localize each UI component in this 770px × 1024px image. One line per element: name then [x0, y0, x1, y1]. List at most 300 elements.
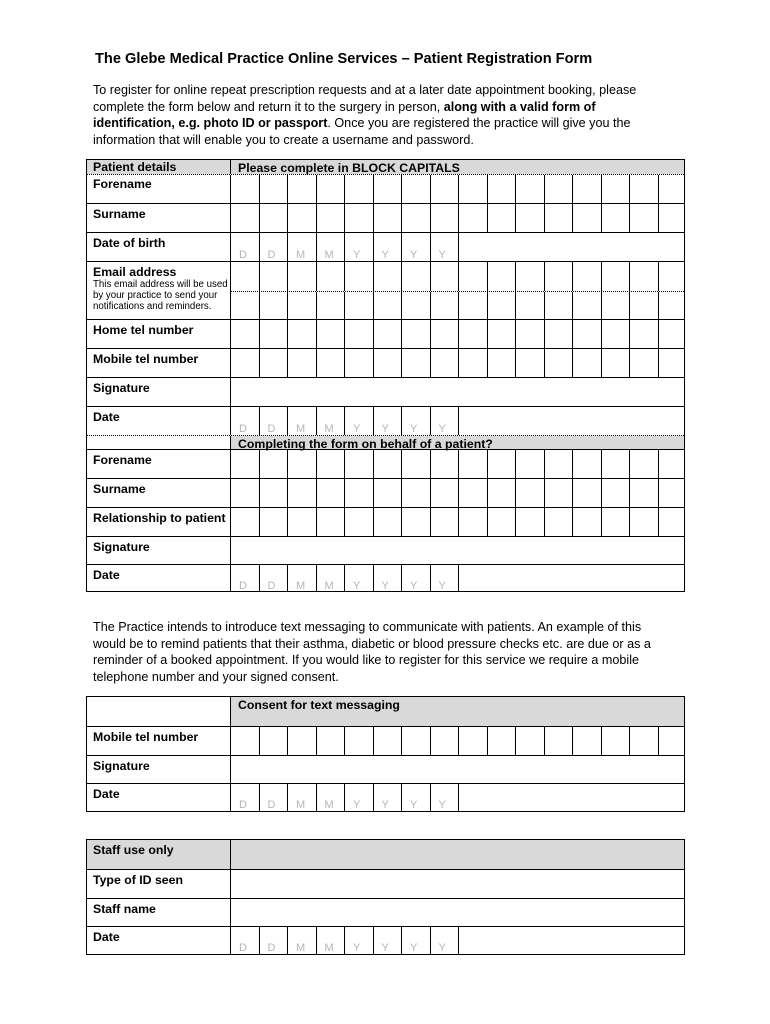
- character-box[interactable]: [231, 204, 260, 232]
- staff-name-field[interactable]: [231, 899, 684, 926]
- character-box[interactable]: [545, 262, 574, 291]
- relationship-boxes[interactable]: [231, 508, 684, 536]
- character-box[interactable]: [602, 508, 631, 536]
- character-box[interactable]: [459, 204, 488, 232]
- date-placeholder: Y: [410, 580, 418, 592]
- character-box[interactable]: [488, 727, 517, 755]
- character-box[interactable]: [431, 727, 460, 755]
- character-box[interactable]: [459, 292, 488, 319]
- character-box[interactable]: [630, 479, 659, 507]
- consent-header-row: [87, 697, 684, 726]
- date-digit-box[interactable]: [288, 927, 317, 954]
- behalf-surname-row: [87, 478, 684, 507]
- consent-signature-field[interactable]: [231, 756, 684, 784]
- character-box[interactable]: [516, 204, 545, 232]
- date-boxes[interactable]: [231, 407, 684, 435]
- character-box[interactable]: [260, 727, 289, 755]
- character-box[interactable]: [488, 508, 517, 536]
- character-box[interactable]: [431, 175, 460, 203]
- character-box[interactable]: [345, 508, 374, 536]
- character-box[interactable]: [630, 320, 659, 348]
- character-box[interactable]: [459, 262, 488, 291]
- character-box[interactable]: [488, 349, 517, 377]
- character-box[interactable]: [516, 175, 545, 203]
- behalf-surname-label: Surname: [87, 479, 231, 507]
- character-box[interactable]: [231, 349, 260, 377]
- surname-label: Surname: [87, 204, 231, 232]
- character-box[interactable]: [317, 479, 346, 507]
- character-box[interactable]: [545, 450, 574, 478]
- date-digit-box[interactable]: [345, 784, 374, 811]
- character-box[interactable]: [317, 262, 346, 291]
- behalf-forename-boxes[interactable]: [231, 450, 684, 478]
- date-placeholder: D: [267, 249, 276, 261]
- character-box[interactable]: [431, 450, 460, 478]
- date-digit-box[interactable]: [231, 784, 260, 811]
- character-box[interactable]: [317, 175, 346, 203]
- staff-date-row: [87, 926, 684, 954]
- date-digit-box[interactable]: [345, 565, 374, 592]
- date-digit-box[interactable]: [231, 927, 260, 954]
- character-box[interactable]: [573, 320, 602, 348]
- home-tel-row: [87, 319, 684, 348]
- date-placeholder: Y: [381, 942, 389, 954]
- date-placeholder: Y: [381, 249, 389, 261]
- consent-mobile-boxes[interactable]: [231, 727, 684, 755]
- intro-text-1: To register for online repeat prescription requests and at a later date appointment booking, please complete the form below and return it to the surgery in person,: [93, 83, 637, 114]
- character-box[interactable]: [459, 175, 488, 203]
- character-box[interactable]: [545, 508, 574, 536]
- date-placeholder: Y: [438, 423, 446, 435]
- home-tel-boxes[interactable]: [231, 320, 684, 348]
- character-box[interactable]: [459, 508, 488, 536]
- character-box[interactable]: [573, 175, 602, 203]
- character-box[interactable]: [545, 349, 574, 377]
- character-box[interactable]: [374, 479, 403, 507]
- email-label-text: Email address: [93, 265, 177, 279]
- character-box[interactable]: [402, 508, 431, 536]
- date-digit-box[interactable]: [231, 407, 260, 435]
- behalf-signature-label: Signature: [87, 537, 231, 564]
- date-digit-box[interactable]: [402, 927, 431, 954]
- date-placeholder: Y: [438, 799, 446, 811]
- date-digit-box[interactable]: [260, 233, 289, 261]
- character-box[interactable]: [402, 175, 431, 203]
- behalf-header-row: [87, 435, 684, 449]
- date-digit-box[interactable]: [345, 927, 374, 954]
- relationship-row: [87, 507, 684, 536]
- character-box[interactable]: [602, 204, 631, 232]
- date-placeholder: M: [324, 423, 334, 435]
- behalf-surname-boxes[interactable]: [231, 479, 684, 507]
- character-box[interactable]: [516, 450, 545, 478]
- intro-text-2: . Once you are registered the practice will give you the information that will enable you to create a username and password.: [93, 116, 631, 148]
- character-box[interactable]: [431, 262, 460, 291]
- date-digit-box[interactable]: [260, 565, 289, 592]
- date-placeholder: D: [239, 942, 247, 954]
- character-box[interactable]: [345, 349, 374, 377]
- character-box[interactable]: [374, 175, 403, 203]
- character-box[interactable]: [345, 292, 374, 319]
- date-placeholder: M: [296, 942, 306, 954]
- date-digit-box[interactable]: [288, 784, 317, 811]
- date-placeholder: M: [296, 580, 306, 592]
- date-digit-box[interactable]: [402, 233, 431, 261]
- character-box[interactable]: [488, 292, 517, 319]
- mobile-tel-label: Mobile tel number: [87, 349, 231, 377]
- forename-row: [87, 174, 684, 203]
- staff-date-label: Date: [87, 927, 231, 954]
- character-box[interactable]: [317, 508, 346, 536]
- date-digit-box[interactable]: [231, 565, 260, 592]
- character-box[interactable]: [260, 175, 289, 203]
- character-box[interactable]: [602, 479, 631, 507]
- character-box[interactable]: [374, 727, 403, 755]
- date-placeholder: Y: [353, 942, 361, 954]
- staff-date-boxes[interactable]: [231, 927, 684, 954]
- character-box[interactable]: [288, 204, 317, 232]
- date-placeholder: D: [267, 799, 276, 811]
- date-placeholder: D: [239, 799, 247, 811]
- character-box[interactable]: [488, 204, 517, 232]
- date-placeholder: Y: [353, 249, 361, 261]
- character-box[interactable]: [402, 320, 431, 348]
- staff-heading: Staff use only: [87, 840, 231, 869]
- character-box[interactable]: [374, 450, 403, 478]
- consent-date-row: [87, 783, 684, 811]
- character-box[interactable]: [516, 479, 545, 507]
- date-digit-box[interactable]: [402, 784, 431, 811]
- character-box[interactable]: [374, 292, 403, 319]
- character-box[interactable]: [573, 508, 602, 536]
- character-box[interactable]: [345, 175, 374, 203]
- date-digit-box[interactable]: [288, 565, 317, 592]
- signature-field[interactable]: [231, 378, 684, 406]
- character-box[interactable]: [545, 479, 574, 507]
- relationship-label: Relationship to patient: [87, 508, 231, 536]
- behalf-forename-label: Forename: [87, 450, 231, 478]
- date-digit-box[interactable]: [431, 233, 460, 261]
- character-box[interactable]: [231, 262, 260, 291]
- behalf-date-row: [87, 564, 684, 592]
- character-box[interactable]: [573, 479, 602, 507]
- character-box[interactable]: [488, 479, 517, 507]
- character-box[interactable]: [602, 262, 631, 291]
- character-box[interactable]: [260, 349, 289, 377]
- date-placeholder: Y: [438, 249, 446, 261]
- character-box[interactable]: [402, 262, 431, 291]
- date-digit-box[interactable]: [260, 407, 289, 435]
- character-box[interactable]: [545, 320, 574, 348]
- character-box[interactable]: [488, 262, 517, 291]
- intro-paragraph: [93, 82, 673, 149]
- page-title: The Glebe Medical Practice Online Services – Patient Registration Form: [95, 51, 593, 67]
- staff-name-row: [87, 898, 684, 926]
- id-seen-field[interactable]: [231, 870, 684, 898]
- character-box[interactable]: [345, 479, 374, 507]
- sms-paragraph: The Practice intends to introduce text messaging to communicate with patients. An example of this would be to remind patients that their asthma, diabetic or blood pressure checks etc. are due or as a reminder of a booked appointment. If you would like to register for this service we require a mobile telephone number and your signed consent.: [93, 620, 651, 685]
- date-digit-box[interactable]: [317, 927, 346, 954]
- character-box[interactable]: [317, 727, 346, 755]
- character-box[interactable]: [231, 508, 260, 536]
- character-box[interactable]: [630, 349, 659, 377]
- consent-heading: Consent for text messaging: [238, 698, 400, 712]
- date-placeholder: Y: [410, 942, 418, 954]
- date-digit-box[interactable]: [317, 407, 346, 435]
- character-box[interactable]: [431, 349, 460, 377]
- character-box[interactable]: [630, 292, 659, 319]
- character-box[interactable]: [545, 292, 574, 319]
- date-digit-box[interactable]: [260, 784, 289, 811]
- date-placeholder: Y: [438, 942, 446, 954]
- character-box[interactable]: [317, 320, 346, 348]
- character-box[interactable]: [516, 292, 545, 319]
- character-box[interactable]: [431, 508, 460, 536]
- character-box[interactable]: [345, 320, 374, 348]
- character-box[interactable]: [602, 727, 631, 755]
- date-placeholder: D: [239, 423, 247, 435]
- patient-details-heading: Patient details: [87, 160, 231, 174]
- date-digit-box[interactable]: [288, 407, 317, 435]
- date-placeholder: Y: [353, 580, 361, 592]
- email-note: This email address will be used by your practice to send your notifications and reminders.: [93, 279, 228, 312]
- character-box[interactable]: [516, 508, 545, 536]
- character-box[interactable]: [231, 320, 260, 348]
- date-placeholder: M: [324, 249, 334, 261]
- date-digit-box[interactable]: [374, 233, 403, 261]
- character-box[interactable]: [516, 727, 545, 755]
- mobile-tel-boxes[interactable]: [231, 349, 684, 377]
- character-box[interactable]: [573, 204, 602, 232]
- date-placeholder: Y: [438, 580, 446, 592]
- behalf-date-boxes[interactable]: [231, 565, 684, 592]
- consent-signature-label: Signature: [87, 756, 231, 784]
- character-box[interactable]: [288, 349, 317, 377]
- character-box[interactable]: [402, 479, 431, 507]
- consent-signature-row: [87, 755, 684, 784]
- home-tel-label: Home tel number: [87, 320, 231, 348]
- date-digit-box[interactable]: [374, 407, 403, 435]
- behalf-forename-row: [87, 449, 684, 478]
- character-box[interactable]: [402, 349, 431, 377]
- character-box[interactable]: [630, 450, 659, 478]
- character-box[interactable]: [431, 292, 460, 319]
- character-box[interactable]: [288, 262, 317, 291]
- character-box[interactable]: [630, 508, 659, 536]
- character-box[interactable]: [288, 320, 317, 348]
- character-box[interactable]: [231, 450, 260, 478]
- date-placeholder: Y: [410, 799, 418, 811]
- date-placeholder: Y: [381, 580, 389, 592]
- character-box[interactable]: [630, 727, 659, 755]
- date-digit-box[interactable]: [345, 233, 374, 261]
- character-box[interactable]: [488, 175, 517, 203]
- date-placeholder: D: [239, 249, 247, 261]
- date-placeholder: M: [296, 249, 306, 261]
- email-boxes-line-2[interactable]: [231, 291, 684, 319]
- character-box[interactable]: [231, 175, 260, 203]
- date-digit-box[interactable]: [317, 565, 346, 592]
- character-box[interactable]: [345, 262, 374, 291]
- character-box[interactable]: [516, 262, 545, 291]
- signature-label: Signature: [87, 378, 231, 406]
- character-box[interactable]: [602, 175, 631, 203]
- date-digit-box[interactable]: [431, 927, 460, 954]
- character-box[interactable]: [345, 450, 374, 478]
- character-box[interactable]: [459, 727, 488, 755]
- character-box[interactable]: [602, 320, 631, 348]
- date-placeholder: Y: [410, 249, 418, 261]
- id-seen-row: [87, 869, 684, 898]
- consent-mobile-row: [87, 726, 684, 755]
- character-box[interactable]: [602, 292, 631, 319]
- date-row: [87, 406, 684, 435]
- character-box[interactable]: [260, 204, 289, 232]
- character-box[interactable]: [317, 292, 346, 319]
- character-box[interactable]: [260, 320, 289, 348]
- character-box[interactable]: [516, 349, 545, 377]
- character-box[interactable]: [288, 175, 317, 203]
- surname-boxes[interactable]: [231, 204, 684, 232]
- staff-table: [86, 839, 685, 955]
- date-digit-box[interactable]: [317, 784, 346, 811]
- character-box[interactable]: [260, 508, 289, 536]
- date-placeholder: Y: [381, 799, 389, 811]
- character-box[interactable]: [630, 262, 659, 291]
- date-placeholder: M: [324, 942, 334, 954]
- character-box[interactable]: [630, 175, 659, 203]
- character-box[interactable]: [402, 450, 431, 478]
- consent-mobile-label: Mobile tel number: [87, 727, 231, 755]
- date-placeholder: M: [324, 799, 334, 811]
- character-box[interactable]: [260, 479, 289, 507]
- character-box[interactable]: [345, 204, 374, 232]
- consent-table: [86, 696, 685, 812]
- character-box[interactable]: [231, 727, 260, 755]
- character-box[interactable]: [260, 262, 289, 291]
- date-placeholder: Y: [353, 799, 361, 811]
- character-box[interactable]: [402, 204, 431, 232]
- character-box[interactable]: [602, 450, 631, 478]
- character-box[interactable]: [573, 450, 602, 478]
- character-box[interactable]: [431, 204, 460, 232]
- dob-row: [87, 232, 684, 261]
- character-box[interactable]: [459, 320, 488, 348]
- date-digit-box[interactable]: [402, 565, 431, 592]
- character-box[interactable]: [374, 262, 403, 291]
- date-label: Date: [87, 407, 231, 435]
- character-box[interactable]: [459, 450, 488, 478]
- character-box[interactable]: [288, 727, 317, 755]
- date-placeholder: D: [267, 942, 276, 954]
- character-box[interactable]: [573, 727, 602, 755]
- character-box[interactable]: [317, 349, 346, 377]
- intro-text-bold: along with a valid form of identification, e.g. photo ID or passport: [93, 99, 596, 131]
- character-box[interactable]: [545, 175, 574, 203]
- character-box[interactable]: [488, 320, 517, 348]
- date-digit-box[interactable]: [431, 784, 460, 811]
- date-digit-box[interactable]: [374, 927, 403, 954]
- mobile-tel-row: [87, 348, 684, 377]
- signature-row: [87, 377, 684, 406]
- character-box[interactable]: [431, 320, 460, 348]
- character-box[interactable]: [459, 479, 488, 507]
- character-box[interactable]: [374, 320, 403, 348]
- date-digit-box[interactable]: [374, 784, 403, 811]
- date-digit-box[interactable]: [345, 407, 374, 435]
- forename-boxes[interactable]: [231, 175, 684, 203]
- block-capitals-instruction: Please complete in BLOCK CAPITALS: [238, 161, 460, 175]
- character-box[interactable]: [374, 508, 403, 536]
- character-box[interactable]: [317, 450, 346, 478]
- character-box[interactable]: [402, 292, 431, 319]
- character-box[interactable]: [231, 292, 260, 319]
- character-box[interactable]: [260, 292, 289, 319]
- character-box[interactable]: [573, 349, 602, 377]
- character-box[interactable]: [431, 479, 460, 507]
- staff-header-row: [87, 840, 684, 869]
- id-seen-label: Type of ID seen: [87, 870, 231, 898]
- date-digit-box[interactable]: [374, 565, 403, 592]
- date-digit-box[interactable]: [402, 407, 431, 435]
- character-box[interactable]: [545, 727, 574, 755]
- character-box[interactable]: [573, 262, 602, 291]
- date-placeholder: Y: [381, 423, 389, 435]
- dob-boxes[interactable]: [231, 233, 684, 261]
- date-digit-box[interactable]: [231, 233, 260, 261]
- character-box[interactable]: [488, 450, 517, 478]
- character-box[interactable]: [288, 479, 317, 507]
- character-box[interactable]: [231, 479, 260, 507]
- character-box[interactable]: [345, 727, 374, 755]
- behalf-date-label: Date: [87, 565, 231, 592]
- date-digit-box[interactable]: [260, 927, 289, 954]
- date-placeholder: M: [296, 423, 306, 435]
- behalf-signature-row: [87, 536, 684, 564]
- date-digit-box[interactable]: [431, 407, 460, 435]
- date-digit-box[interactable]: [288, 233, 317, 261]
- behalf-signature-field[interactable]: [231, 537, 684, 564]
- consent-date-boxes[interactable]: [231, 784, 684, 811]
- character-box[interactable]: [260, 450, 289, 478]
- date-digit-box[interactable]: [431, 565, 460, 592]
- date-placeholder: Y: [410, 423, 418, 435]
- email-row: [87, 261, 684, 319]
- character-box[interactable]: [602, 349, 631, 377]
- character-box[interactable]: [630, 204, 659, 232]
- character-box[interactable]: [459, 349, 488, 377]
- character-box[interactable]: [402, 727, 431, 755]
- date-digit-box[interactable]: [317, 233, 346, 261]
- character-box[interactable]: [516, 320, 545, 348]
- character-box[interactable]: [317, 204, 346, 232]
- date-placeholder: D: [239, 580, 247, 592]
- consent-date-label: Date: [87, 784, 231, 811]
- date-placeholder: M: [324, 580, 334, 592]
- date-placeholder: D: [267, 423, 276, 435]
- character-box[interactable]: [288, 508, 317, 536]
- email-boxes-line-1[interactable]: [231, 262, 684, 291]
- character-box[interactable]: [288, 450, 317, 478]
- character-box[interactable]: [374, 204, 403, 232]
- character-box[interactable]: [545, 204, 574, 232]
- date-placeholder: Y: [353, 423, 361, 435]
- character-box[interactable]: [288, 292, 317, 319]
- email-label: [87, 262, 231, 319]
- date-placeholder: D: [267, 580, 276, 592]
- character-box[interactable]: [374, 349, 403, 377]
- character-box[interactable]: [573, 292, 602, 319]
